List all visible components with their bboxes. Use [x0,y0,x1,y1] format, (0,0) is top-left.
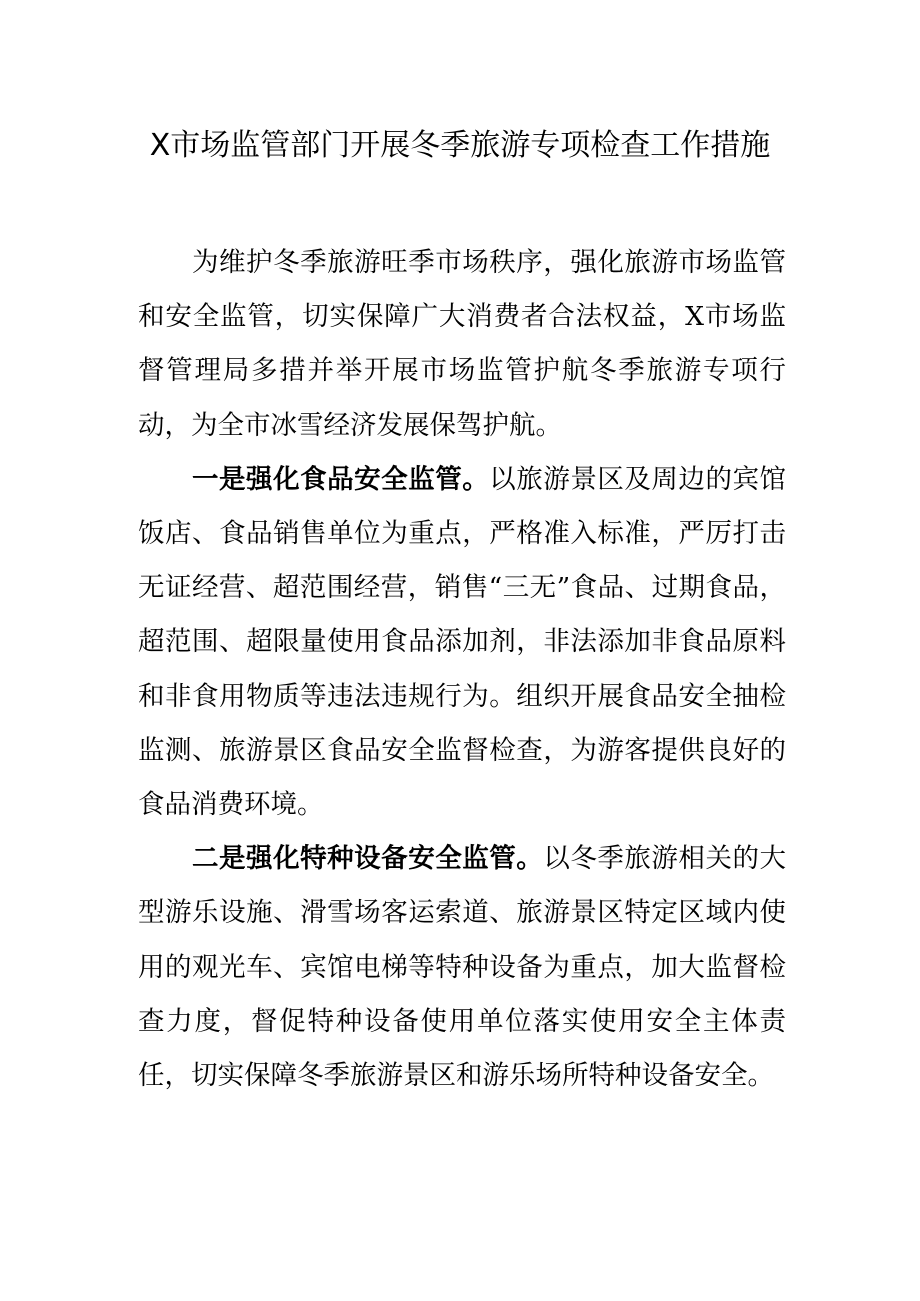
section-lead: 一是强化食品安全监管。 [192,463,490,495]
section-text: 以旅游景区及周边的宾馆饭店、食品销售单位为重点，严格准入标准，严厉打击无证经营、超范围经营，销售“三无”食品、过期食品，超范围、超限量使用食品添加剂，非法添加非食品原料和非食用物质等违法违规行为。组织开展食品安全抽检监测、旅游景区食品安全监督检查，为游客提供良好的食品消费环境。 [138,463,787,821]
section-text: 以冬季旅游相关的大型游乐设施、滑雪场客运索道、旅游景区特定区域内使用的观光车、宾馆电梯等特种设备为重点，加大监督检查力度，督促特种设备使用单位落实使用安全主体责任，切实保障冬季旅游景区和游乐场所特种设备安全。 [138,843,787,1092]
section-paragraph-food-safety [138,453,786,832]
document-title: X市场监管部门开展冬季旅游专项检查工作措施 [149,128,771,163]
intro-paragraph: 为维护冬季旅游旺季市场秩序，强化旅游市场监管和安全监管，切实保障广大消费者合法权益，X市场监督管理局多措并举开展市场监管护航冬季旅游专项行动，为全市冰雪经济发展保驾护航。 [138,247,786,441]
section-paragraph-special-equipment [138,832,786,1103]
document-body [138,236,786,1103]
section-lead: 二是强化特种设备安全监管。 [192,843,544,875]
